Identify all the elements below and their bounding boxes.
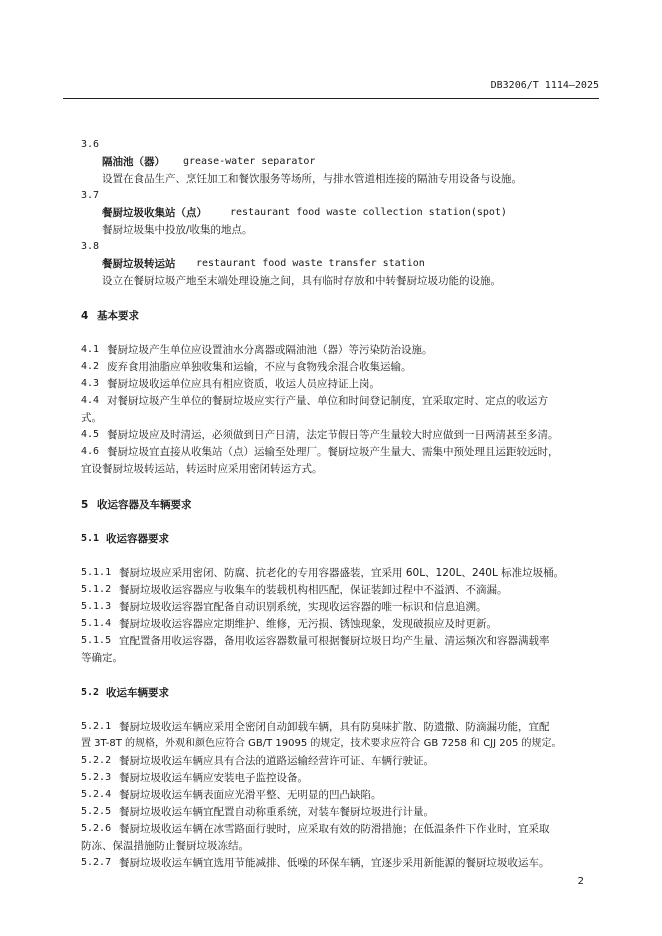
clause-number: 3.8	[81, 241, 100, 252]
term-en: grease-water separator	[183, 156, 316, 167]
clause-text: 餐厨垃圾收运车辆应采用全密闭自动卸载车辆，具有防臭味扩散、防遗撒、防滴漏功能，宜配	[119, 721, 550, 733]
clause-text: 餐厨垃圾收运车辆应具有合法的道路运输经营许可证、车辆行驶证。	[119, 755, 434, 767]
clause-text: 餐厨垃圾收运容器应与收集车的装载机构相匹配，保证装卸过程中不溢洒、不滴漏。	[119, 584, 508, 596]
term-zh: 隔油池（器）	[102, 156, 165, 168]
term-zh: 餐厨垃圾收集站（点）	[102, 207, 207, 219]
clause-text: 置 3T-8T 的规格，外观和颜色应符合 GB/T 19095 的规定，技术要求应符合 GB 7258 和 CJJ 205 的规定。	[81, 738, 562, 749]
clause-number: 5.1.4	[81, 618, 112, 629]
section-title: 收运容器及车辆要求	[97, 499, 192, 511]
subsection-title: 收运容器要求	[106, 533, 169, 545]
subsection-number: 5.1	[81, 533, 100, 544]
clause-number: 3.7	[81, 190, 100, 201]
clause-text: 餐厨垃圾收运容器宜配备自动识别系统，实现收运容器的唯一标识和信息追溯。	[119, 601, 487, 613]
clause-number: 5.1.2	[81, 584, 112, 595]
clause-text: 餐厨垃圾收运容器应定期维护、维修，无污损、锈蚀现象，发现破损应及时更新。	[119, 618, 497, 630]
clause-text: 对餐厨垃圾产生单位的餐厨垃圾应实行产量、单位和时间登记制度，宜采取定时、定点的收运方	[107, 395, 548, 407]
definition-text: 设置在食品生产、烹饪加工和餐饮服务等场所，与排水管道相连接的隔油专用设备与设施。	[102, 173, 522, 185]
clause-text: 餐厨垃圾收运车辆应安装电子监控设备。	[119, 772, 308, 784]
clause-text: 餐厨垃圾产生单位应设置油水分离器或隔油池（器）等污染防治设施。	[107, 344, 433, 356]
clause-text: 餐厨垃圾收运单位应具有相应资质，收运人员应持证上岗。	[107, 378, 380, 390]
term-en: restaurant food waste collection station(spot)	[230, 207, 507, 218]
clause-text: 等确定。	[81, 652, 123, 664]
subsection-title: 收运车辆要求	[106, 687, 169, 699]
section-number: 5	[81, 499, 89, 511]
clause-number: 5.2.6	[81, 823, 112, 834]
clause-text: 防冻、保温措施防止餐厨垃圾冻结。	[81, 840, 249, 852]
clause-number: 4.1	[81, 344, 100, 355]
subsection-number: 5.2	[81, 687, 100, 698]
clause-text: 餐厨垃圾收运车辆表面应光滑平整、无明显的凹凸缺陷。	[119, 789, 382, 801]
clause-number: 5.2.3	[81, 772, 112, 783]
clause-text: 式。	[81, 412, 102, 424]
header-divider	[63, 98, 599, 99]
section-number: 4	[81, 310, 89, 322]
clause-text: 餐厨垃圾收运车辆宜选用节能减排、低噪的环保车辆，宜逐步采用新能源的餐厨垃圾收运车。	[119, 857, 550, 869]
clause-number: 5.1.1	[81, 567, 112, 578]
term-en: restaurant food waste transfer station	[196, 258, 425, 269]
page-number: 2	[577, 876, 584, 887]
clause-text: 宜设餐厨垃圾转运站，转运时应采用密闭转运方式。	[81, 463, 323, 475]
clause-text: 餐厨垃圾应采用密闭、防腐、抗老化的专用容器盛装，宜采用 60L、120L、240L 标准垃圾桶。	[119, 567, 565, 579]
clause-number: 4.6	[81, 446, 100, 457]
clause-text: 餐厨垃圾收运车辆宜配置自动称重系统，对装车餐厨垃圾进行计量。	[119, 806, 434, 818]
clause-number: 4.3	[81, 378, 100, 389]
clause-number: 5.2.2	[81, 755, 112, 766]
clause-text: 废弃食用油脂应单独收集和运输，不应与食物残余混合收集运输。	[107, 361, 412, 373]
clause-number: 5.2.7	[81, 857, 112, 868]
clause-number: 5.2.1	[81, 721, 112, 732]
clause-text: 餐厨垃圾收运车辆在冰雪路面行驶时，应采取有效的防滑措施；在低温条件下作业时，宜采取	[119, 823, 550, 835]
clause-text: 餐厨垃圾应及时清运，必须做到日产日清，法定节假日等产生量较大时应做到一日两清甚至多清。	[107, 429, 559, 441]
clause-number: 4.2	[81, 361, 100, 372]
section-title: 基本要求	[97, 310, 139, 322]
clause-number: 3.6	[81, 139, 100, 150]
definition-text: 设立在餐厨垃圾产地至末端处理设施之间，具有临时存放和中转餐厨垃圾功能的设施。	[102, 275, 501, 287]
clause-number: 4.5	[81, 429, 100, 440]
definition-text: 餐厨垃圾集中投放/收集的地点。	[102, 224, 253, 236]
clause-number: 4.4	[81, 395, 100, 406]
clause-text: 餐厨垃圾宜直接从收集站（点）运输至处理厂。餐厨垃圾产生量大、需集中预处理且运距较远时，	[107, 446, 559, 458]
clause-number: 5.2.5	[81, 806, 112, 817]
term-zh: 餐厨垃圾转运站	[102, 258, 176, 270]
clause-text: 宜配置备用收运容器，备用收运容器数量可根据餐厨垃圾日均产生量、清运频次和容器满载率	[119, 635, 550, 647]
document-id: DB3206/T 1114—2025	[490, 80, 599, 91]
clause-number: 5.1.3	[81, 601, 112, 612]
clause-number: 5.2.4	[81, 789, 112, 800]
clause-number: 5.1.5	[81, 635, 112, 646]
